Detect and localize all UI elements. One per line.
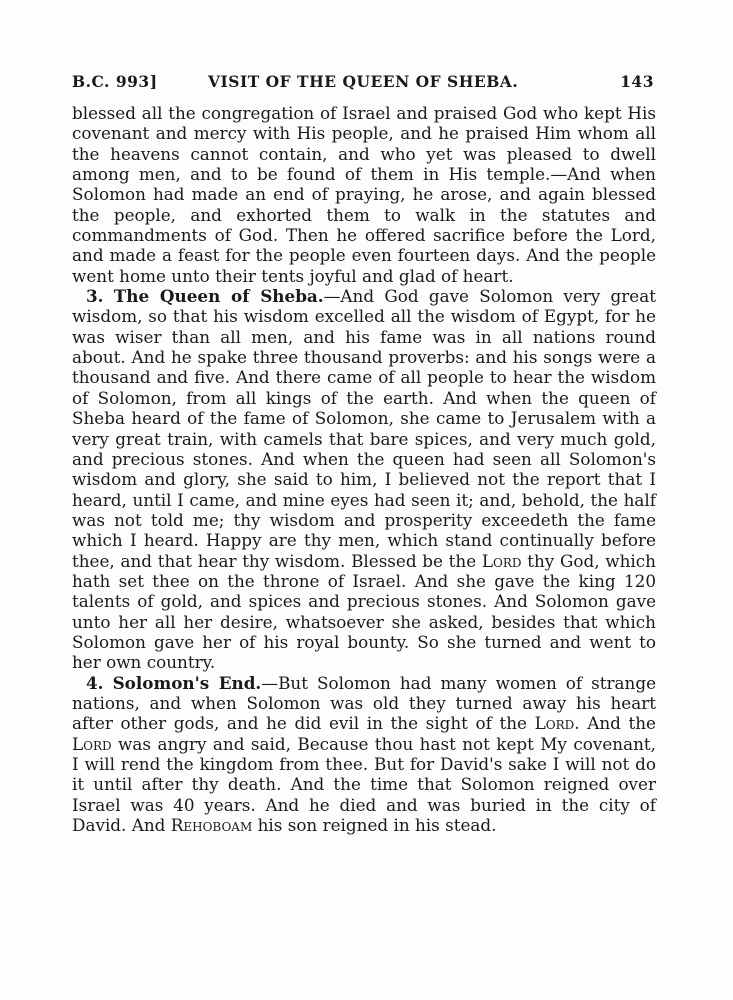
section-3-text-part1: —And God gave Solomon very great wisdom, so that his wisdom excelled all the wisdom of Egypt, for he was wiser than all men, and his fame was in all nations round about. And he spake three thousand proverbs: and his songs were a thousand and five. And there came of all people to hear the wisdom of Solomon, from all kings of the earth. And when the queen of Sheba heard of the fame of Solomon, she came to Jerusalem with a very great train, with camels that bare spices, and very much gold, and precious stones. And when the queen had seen all Solomon's wisdom and glory, she said to him, I believed not the report that I heard, until I came, and mine eyes had seen it; and, behold, the half was not told me; thy wisdom and prosperity exceedeth the fame which I heard. Happy are thy men, which stand continually before thee, and that hear thy wisdom. Blessed be the bbox=[72, 286, 656, 571]
page-body bbox=[72, 103, 656, 835]
running-header bbox=[72, 72, 654, 96]
section-4-heading: Solomon's End. bbox=[112, 672, 262, 693]
section-4-text-part2: . And the bbox=[574, 713, 656, 734]
section-4-rehoboam: Rehoboam bbox=[170, 815, 253, 836]
section-3-text-part2: thy God, which hath set thee on the throne of Israel. And she gave the king 120 talents of gold, and spices and precious stones. And Solomon gave unto her all her desire, whatsoever she asked, besides that which Solomon gave her of his royal bounty. So she turned and went to her own country. bbox=[72, 550, 656, 673]
section-4-lord-2: Lord bbox=[72, 733, 112, 754]
section-3-lord: Lord bbox=[481, 550, 522, 571]
section-3-number: 3. bbox=[86, 286, 104, 307]
section-4-lord-1: Lord bbox=[534, 713, 575, 734]
section-4-text-part4: his son reigned in his stead. bbox=[252, 815, 497, 836]
section-4-text-part1: —But Solomon had many women of strange nations, and when Solomon was old they turned away his heart after other gods, and he did evil in the sight of the bbox=[72, 672, 657, 734]
section-4-paragraph bbox=[72, 673, 656, 836]
section-3-paragraph bbox=[72, 286, 656, 673]
header-date: B.C. 993] bbox=[72, 72, 158, 91]
page-number: 143 bbox=[620, 72, 654, 91]
header-title: VISIT OF THE QUEEN OF SHEBA. bbox=[208, 72, 519, 91]
section-3-heading: The Queen of Sheba. bbox=[113, 286, 324, 307]
continued-paragraph-text: blessed all the congregation of Israel and praised God who kept His covenant and mercy with His people, and he praised Him whom all the heavens cannot contain, and who yet was pleased to dwell among men, and to be found of them in His temple.—And when Solomon had made an end of praying, he arose, and again blessed the people, and exhorted them to walk in the statutes and commandments of God. Then he offered sacrifice before the Lord, and made a feast for the people even fourteen days. And the people went home unto their tents joyful and glad of heart. bbox=[72, 103, 656, 286]
section-4-text-part3: was angry and said, Because thou hast not kept My covenant, I will rend the kingdom from thee. But for David's sake I will not do it until after thy death. And the time that Solomon reigned over Israel was 40 years. And he died and was buried in the city of David. And bbox=[72, 733, 656, 836]
continued-paragraph bbox=[72, 103, 656, 286]
section-4-number: 4. bbox=[86, 672, 104, 693]
